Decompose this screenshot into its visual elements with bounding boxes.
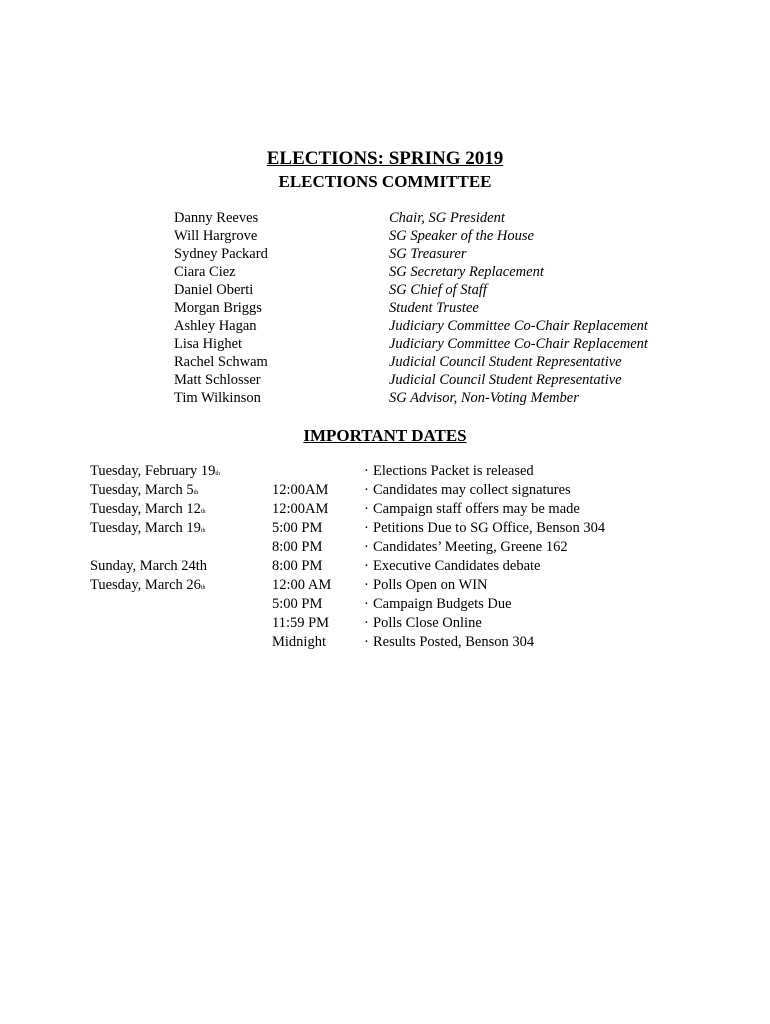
member-role: Student Trustee <box>389 300 479 316</box>
date-entry <box>90 500 220 519</box>
member-name: Sydney Packard <box>174 246 268 262</box>
member-name: Lisa Highet <box>174 336 243 352</box>
member-role: Judiciary Committee Co-Chair Replacement <box>389 336 648 352</box>
event-text: Campaign staff offers may be made <box>373 501 580 517</box>
time-entry: 11:59 PM <box>272 615 330 631</box>
date-text: Tuesday, March 26 <box>90 577 201 593</box>
event-text: Polls Open on WIN <box>373 577 488 593</box>
member-role: SG Treasurer <box>389 246 467 262</box>
date-suffix: th <box>193 490 199 496</box>
member-name: Morgan Briggs <box>174 300 262 316</box>
member-role: SG Speaker of the House <box>389 228 534 244</box>
member-name: Ashley Hagan <box>174 318 257 334</box>
date-entry <box>90 462 220 481</box>
bullet-icon: · <box>364 596 369 612</box>
bullet-icon: · <box>364 520 369 536</box>
member-role: Judicial Council Student Representative <box>389 372 622 388</box>
member-name: Ciara Ciez <box>174 264 236 280</box>
event-entry <box>364 614 605 633</box>
date-suffix: th <box>215 471 221 477</box>
event-entry <box>364 519 605 538</box>
time-entry <box>272 462 331 481</box>
member-name: Matt Schlosser <box>174 372 261 388</box>
committee-member <box>0 227 770 245</box>
times-column <box>272 462 331 652</box>
committee-member <box>0 209 770 227</box>
time-entry: Midnight <box>272 634 326 650</box>
member-role: Judicial Council Student Representative <box>389 354 622 370</box>
date-suffix: th <box>200 509 206 515</box>
date-text: Tuesday, March 5 <box>90 482 194 498</box>
committee-member <box>0 299 770 317</box>
bullet-icon: · <box>364 482 369 498</box>
member-role: SG Chief of Staff <box>389 282 487 298</box>
member-name: Will Hargrove <box>174 228 258 244</box>
member-role: Chair, SG President <box>389 210 505 226</box>
event-entry <box>364 500 605 519</box>
event-entry <box>364 633 605 652</box>
date-entry <box>90 576 220 595</box>
document-title: ELECTIONS: SPRING 2019 <box>266 148 504 169</box>
date-entry <box>90 481 220 500</box>
event-text: Candidates may collect signatures <box>373 482 571 498</box>
member-name: Tim Wilkinson <box>174 390 261 406</box>
date-entry <box>90 557 220 576</box>
committee-member <box>0 389 770 407</box>
bullet-icon: · <box>364 634 369 650</box>
committee-member <box>0 371 770 389</box>
date-suffix: th <box>200 528 206 534</box>
important-dates-heading: IMPORTANT DATES <box>303 426 467 445</box>
time-entry: 12:00AM <box>272 482 329 498</box>
time-entry: 8:00 PM <box>272 558 323 574</box>
time-entry: 12:00AM <box>272 501 329 517</box>
committee-member <box>0 317 770 335</box>
event-entry <box>364 462 605 481</box>
bullet-icon: · <box>364 539 369 555</box>
date-entry <box>90 538 220 557</box>
event-entry <box>364 557 605 576</box>
member-role: Judiciary Committee Co-Chair Replacement <box>389 318 648 334</box>
event-text: Candidates’ Meeting, Greene 162 <box>373 539 568 555</box>
bullet-icon: · <box>364 615 369 631</box>
committee-member <box>0 281 770 299</box>
member-name: Rachel Schwam <box>174 354 268 370</box>
member-name: Danny Reeves <box>174 210 259 226</box>
event-text: Elections Packet is released <box>373 463 534 479</box>
date-text: Tuesday, March 12 <box>90 501 201 517</box>
event-text: Petitions Due to SG Office, Benson 304 <box>373 520 606 536</box>
date-text: Tuesday, February 19 <box>90 463 216 479</box>
event-entry <box>364 481 605 500</box>
member-role: SG Secretary Replacement <box>389 264 544 280</box>
event-entry <box>364 595 605 614</box>
event-text: Campaign Budgets Due <box>373 596 512 612</box>
bullet-icon: · <box>364 501 369 517</box>
event-text: Results Posted, Benson 304 <box>373 634 535 650</box>
bullet-icon: · <box>364 577 369 593</box>
event-entry <box>364 576 605 595</box>
bullet-icon: · <box>364 558 369 574</box>
member-role: SG Advisor, Non-Voting Member <box>389 390 579 406</box>
event-text: Polls Close Online <box>373 615 482 631</box>
date-suffix: th <box>200 585 206 591</box>
dates-column <box>90 462 220 595</box>
committee-member <box>0 335 770 353</box>
bullet-icon: · <box>364 463 369 479</box>
date-entry <box>90 519 220 538</box>
time-entry: 5:00 PM <box>272 520 323 536</box>
date-text: Tuesday, March 19 <box>90 520 201 536</box>
events-column <box>364 462 605 652</box>
time-entry: 8:00 PM <box>272 539 323 555</box>
time-entry: 5:00 PM <box>272 596 323 612</box>
committee-member <box>0 353 770 371</box>
event-text: Executive Candidates debate <box>373 558 541 574</box>
event-entry <box>364 538 605 557</box>
committee-member <box>0 245 770 263</box>
time-entry: 12:00 AM <box>272 577 332 593</box>
date-text: Sunday, March 24th <box>90 558 208 574</box>
member-name: Daniel Oberti <box>174 282 254 298</box>
committee-member <box>0 263 770 281</box>
committee-heading: ELECTIONS COMMITTEE <box>278 172 492 191</box>
